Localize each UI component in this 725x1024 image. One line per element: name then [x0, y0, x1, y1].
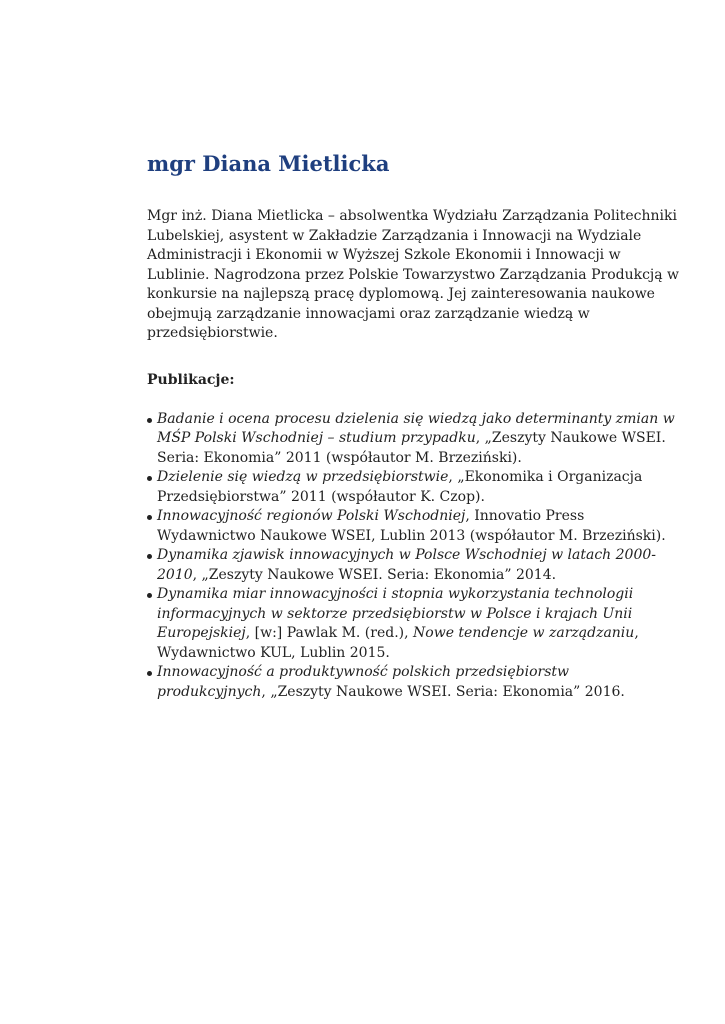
- publications-heading: Publikacje:: [147, 371, 235, 388]
- publication-item: [147, 410, 682, 469]
- publication-title: Innowacyjność regionów Polski Wschodniej: [157, 508, 466, 524]
- publication-details: , „Zeszyty Naukowe WSEI. Seria: Ekonomia” 2014.: [192, 566, 557, 583]
- publication-details: , „Zeszyty Naukowe WSEI. Seria: Ekonomia” 2011 (współautor M. Brzeziński).: [157, 430, 666, 466]
- publication-details: , Innovatio Press Wydawnictwo Naukowe WSEI, Lublin 2013 (współautor M. Brzeziński).: [157, 508, 666, 544]
- publication-details: , „Zeszyty Naukowe WSEI. Seria: Ekonomia” 2016.: [261, 683, 625, 700]
- publication-title: Dynamika zjawisk innowacyjnych w Polsce Wschodniej w latach 2000-2010: [157, 547, 657, 583]
- publication-item: [147, 468, 682, 507]
- publication-title: Badanie i ocena procesu dzielenia się wiedzą jako determinanty zmian w MŚP Polski Wschodniej – studium przypadku: [157, 410, 675, 446]
- publication-item: [147, 507, 682, 546]
- publication-title: Dynamika miar innowacyjności i stopnia wykorzystania technologii informacyjnych w sektorze przedsiębiorstw w Polsce i krajach Unii Europejskiej: [157, 586, 634, 641]
- publication-details: , Wydawnictwo KUL, Lublin 2015.: [157, 625, 639, 661]
- document-page: [147, 148, 682, 702]
- publication-title: Innowacyjność a produktywność polskich przedsiębiorstw produkcyjnych: [157, 664, 570, 700]
- page-title: mgr Diana Mietlicka: [147, 151, 390, 176]
- publication-item: [147, 663, 682, 702]
- bio-paragraph: Mgr inż. Diana Mietlicka – absolwentka Wydziału Zarządzania Politechniki Lubelskiej, asystent w Zakładzie Zarządzania i Innowacji na Wydziale Administracji i Ekonomii w Wyższej Szkole Ekonomii i Innowacji w Lublinie. Nagrodzona przez Polskie Towarzystwo Zarządzania Produkcją w konkursie na najlepszą pracę dyplomową. Jej zainteresowania naukowe obejmują zarządzanie innowacjami oraz zarządzanie wiedzą w przedsiębiorstwie.: [147, 208, 680, 341]
- publications-list: [147, 410, 682, 703]
- publication-title: Dzielenie się wiedzą w przedsiębiorstwie: [157, 469, 449, 485]
- publication-item: [147, 546, 682, 585]
- publication-book-title: Nowe tendencje w zarządzaniu: [413, 625, 635, 641]
- publication-item: [147, 585, 682, 663]
- publication-editor: , [w:] Pawlak M. (red.),: [245, 625, 414, 641]
- publication-details: , „Ekonomika i Organizacja Przedsiębiorstwa” 2011 (współautor K. Czop).: [157, 469, 643, 505]
